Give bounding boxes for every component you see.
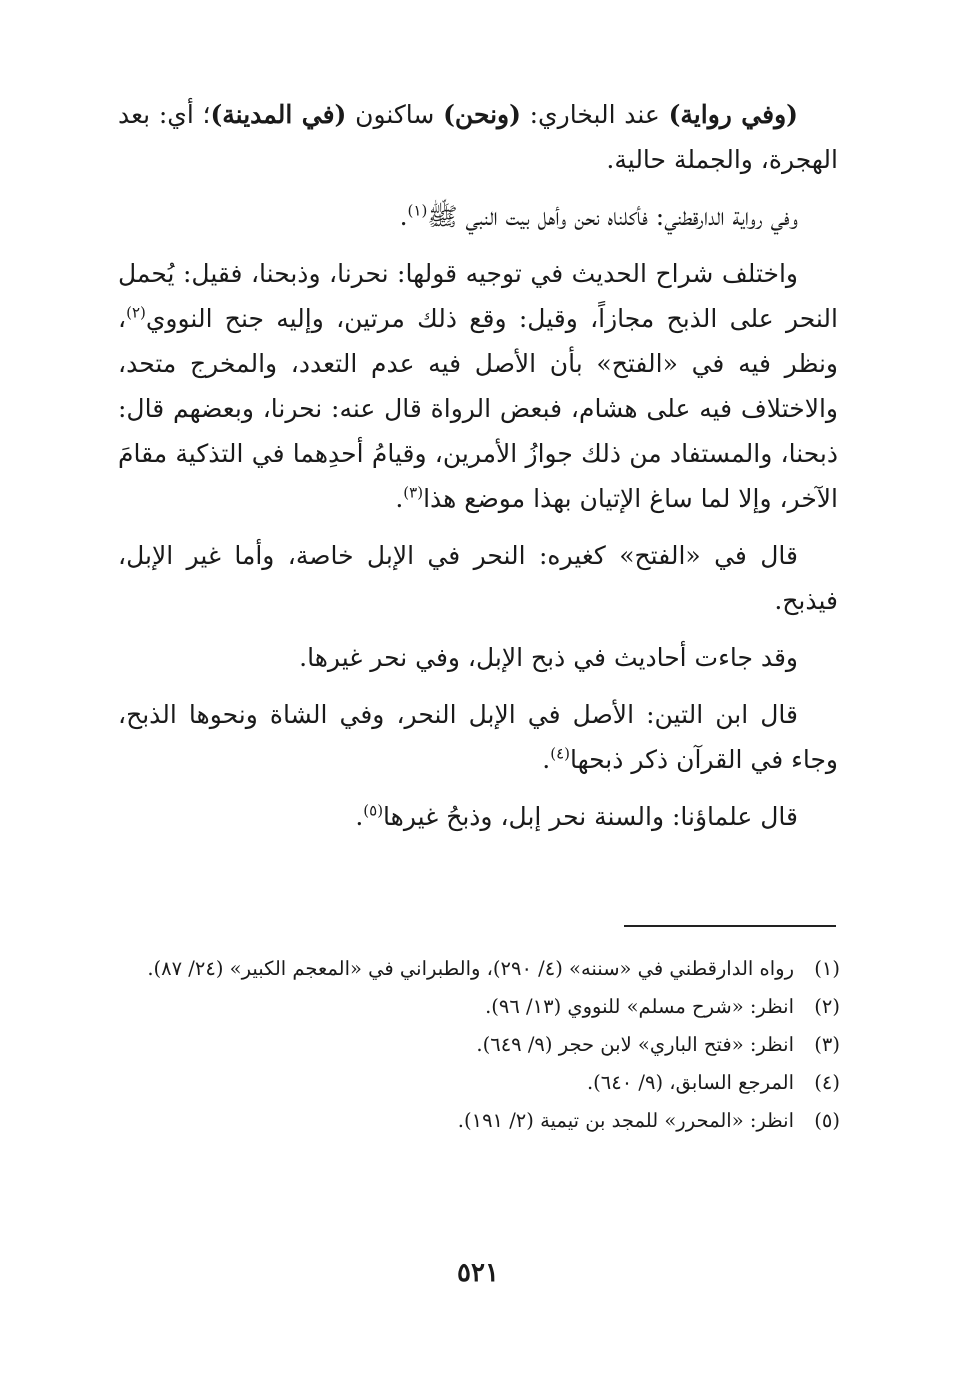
footnote-4 — [118, 1066, 840, 1099]
footnote-2 — [118, 990, 840, 1023]
text-run: . — [542, 745, 551, 774]
page-number: ٥٢١ — [457, 1258, 499, 1288]
paragraph-2 — [118, 194, 838, 239]
footnote-ref-2[interactable]: (٢) — [126, 303, 146, 322]
paragraph-1 — [118, 92, 838, 182]
footnote-1 — [118, 952, 840, 985]
footnote-ref-4[interactable]: (٤) — [550, 744, 571, 763]
footnote-text: المرجع السابق، (٩/ ٦٤٠). — [586, 1071, 794, 1094]
footnote-text: انظر: «شرح مسلم» للنووي (١٣/ ٩٦). — [485, 995, 794, 1018]
footnote-text: رواه الدارقطني في «سننه» (٤/ ٢٩٠)، والطبراني في «المعجم الكبير» (٢٤/ ٨٧). — [147, 957, 794, 980]
text-run: ساكنون — [346, 100, 444, 129]
footnote-divider — [624, 925, 836, 927]
main-text — [118, 92, 838, 851]
footnote-text: انظر: «فتح الباري» لابن حجر (٩/ ٦٤٩). — [476, 1033, 794, 1056]
text-run: قال ابن التين: الأصل في الإبل النحر، وفي الشاة ونحوها الذبح، وجاء في القرآن ذكر ذبحها — [118, 700, 838, 774]
text-run: . — [399, 202, 408, 231]
text-run: ؛ أي: بعد الهجرة، والجملة حالية. — [118, 100, 838, 174]
footnote-text: انظر: «المحرر» للمجد بن تيمية (٢/ ١٩١). — [457, 1109, 794, 1132]
footnote-number: (٣) — [814, 1033, 840, 1056]
footnote-ref-1[interactable]: (١) — [407, 201, 428, 220]
text-run: . — [395, 484, 404, 513]
paragraph-5 — [118, 635, 838, 680]
text-run: قال علماؤنا: والسنة نحر إبل، وذبحُ غيرها — [383, 802, 798, 831]
paragraph-7 — [118, 794, 838, 839]
footnote-ref-3[interactable]: (٣) — [403, 483, 424, 502]
text-run: ، ونظر فيه في «الفتح» بأن الأصل فيه عدم التعدد، والمخرج متحد، والاختلاف فيه على هشام، فبعض الرواة قال عنه: نحرنا، وبعضهم قال: ذبحنا، والمستفاد من ذلك جوازُ الأمرين، وقيامُ أحدِهما في التذكية مقامَ الآخر، وإلا لما ساغ الإتيان بهذا موضع هذا — [118, 304, 838, 513]
text-run: عند البخاري: — [520, 100, 669, 129]
footnote-number: (٥) — [814, 1109, 840, 1132]
footnote-number: (١) — [814, 957, 840, 980]
footnote-3 — [118, 1028, 840, 1061]
paragraph-4 — [118, 533, 838, 623]
footnotes-section — [118, 952, 840, 1142]
footnote-number: (٤) — [814, 1071, 840, 1094]
footnote-number: (٢) — [814, 995, 840, 1018]
text-run: واختلف شراح الحديث في توجيه قولها: نحرنا، وذبحنا، فقيل: يُحمل النحر على الذبح مجازاً، وقيل: وقع ذلك مرتين، وإليه جنح النووي — [118, 259, 838, 333]
text-run: قال في «الفتح» كغيره: النحر في الإبل خاصة، وأما غير الإبل، فيذبح. — [118, 541, 838, 615]
footnote-ref-5[interactable]: (٥) — [363, 801, 384, 820]
text-run: وفي رواية الدارقطني: فأكلناه نحن وأهل بيت النبي ﷺ — [427, 202, 798, 231]
bold-phrase: (في المدينة) — [210, 100, 347, 129]
text-run: . — [355, 802, 364, 831]
paragraph-3 — [118, 251, 838, 521]
bold-phrase: (ونحن) — [443, 100, 521, 129]
text-run: وقد جاءت أحاديث في ذبح الإبل، وفي نحر غيرها. — [299, 643, 798, 672]
paragraph-6 — [118, 692, 838, 782]
footnote-5 — [118, 1104, 840, 1137]
bold-phrase: (وفي رواية) — [668, 100, 798, 129]
